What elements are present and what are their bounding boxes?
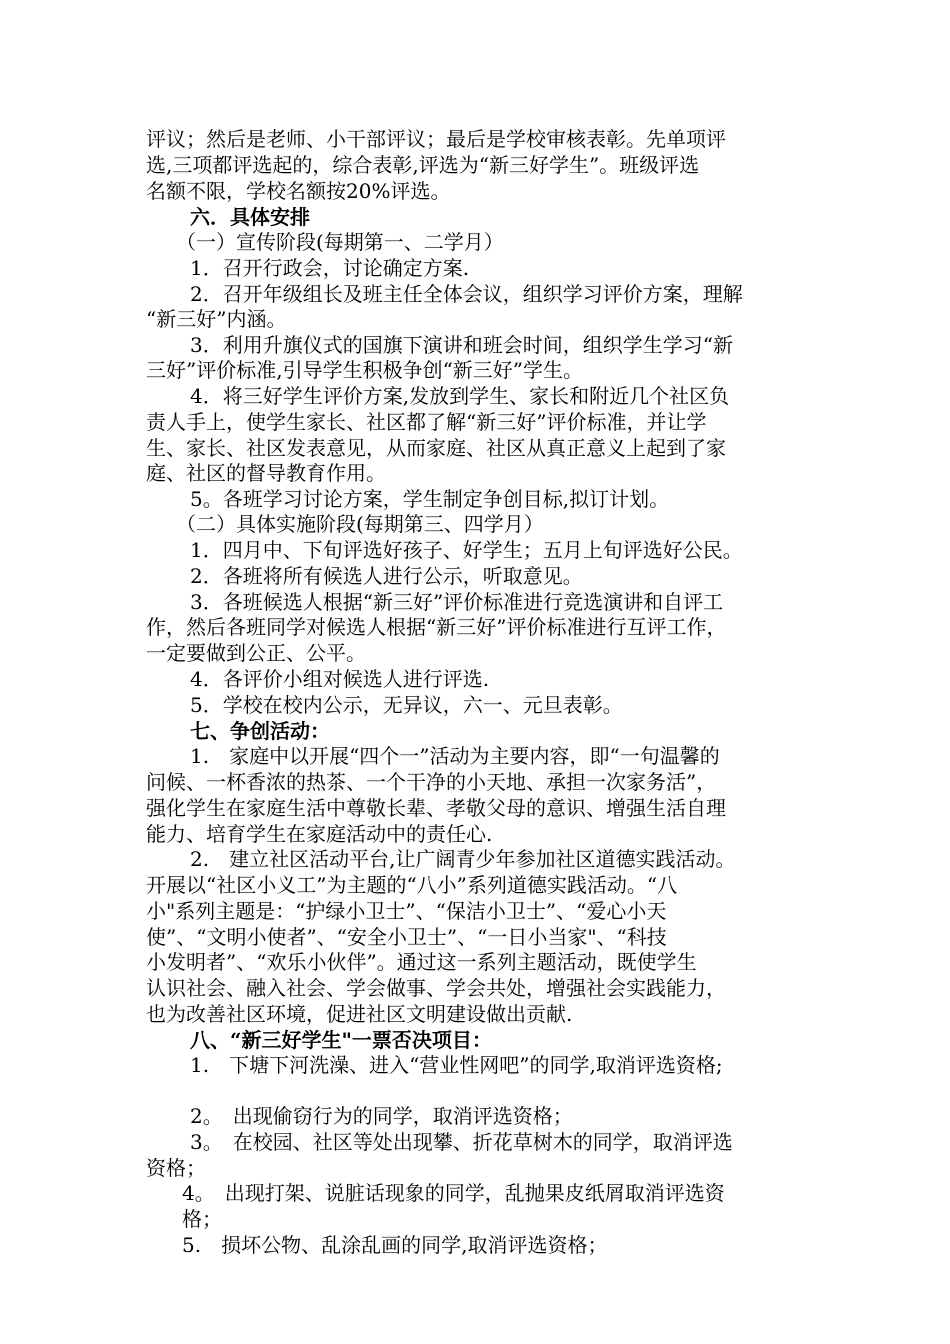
text-line-33: 小发明者”、“欢乐小伙伴”。通过这一系列主题活动，既使学生: [146, 950, 697, 974]
text-line-22: 4．各评价小组对候选人进行评选.: [190, 667, 490, 691]
text-line-11: 4．将三好学生评价方案,发放到学生、家长和附近几个社区负: [190, 384, 730, 408]
text-line-35: 也为改善社区环境，促进社区文明建设做出贡献.: [146, 1002, 573, 1026]
section-heading-6: 六．具体安排: [190, 205, 310, 229]
text-line-18: 2．各班将所有候选人进行公示，听取意见。: [190, 564, 583, 588]
text-line-3: 名额不限，学校名额按20%评选。: [146, 179, 451, 203]
text-line-25: 1. 家庭中以开展“四个一”活动为主要内容，即“一句温馨的: [190, 744, 720, 768]
text-line-43: 5. 损坏公物、乱涂乱画的同学,取消评选资格；: [182, 1233, 608, 1257]
text-line-39: 3。 在校园、社区等处出现攀、折花草树木的同学，取消评选: [190, 1130, 733, 1154]
text-line-30: 开展以“社区小义工”为主题的“八小”系列道德实践活动。“八: [146, 873, 678, 897]
text-line-31: 小"系列主题是：“护绿小卫士”、“保洁小卫士”、“爱心小天: [146, 899, 667, 923]
text-line-10: 三好”评价标准,引导学生积极争创“新三好”学生。: [146, 358, 584, 382]
text-line-29: 2. 建立社区活动平台,让广阔青少年参加社区道德实践活动。: [190, 847, 736, 871]
text-line-14: 庭、社区的督导教育作用。: [146, 461, 386, 485]
text-line-26: 问候、一杯香浓的热茶、一个干净的小天地、承担一次家务活”，: [146, 770, 717, 794]
text-line-23: 5．学校在校内公示，无异议，六一、元旦表彰。: [190, 693, 623, 717]
text-line-7: 2．召开年级组长及班主任全体会议，组织学习评价方案，理解: [190, 282, 743, 306]
text-line-28: 能力、培育学生在家庭活动中的责任心.: [146, 822, 493, 846]
text-line-9: 3．利用升旗仪式的国旗下演讲和班会时间，组织学生学习“新: [190, 333, 733, 357]
section-heading-7: 七、争创活动：: [190, 719, 330, 743]
text-line-34: 认识社会、融入社会、学会做事、学会共处，增强社会实践能力，: [146, 976, 726, 1000]
text-line-1: 评议；然后是老师、小干部评议；最后是学校审核表彰。先单项评: [146, 127, 726, 151]
text-line-12: 责人手上，使学生家长、社区都了解“新三好”评价标准，并让学: [146, 410, 707, 434]
text-line-8: “新三好”内涵。: [146, 307, 287, 331]
subsection-heading-1: （一）宣传阶段(每期第一、二学月）: [176, 230, 504, 254]
text-line-13: 生、家长、社区发表意见，从而家庭、社区从真正意义上起到了家: [146, 436, 726, 460]
section-heading-8: 八、“新三好学生"一票否决项目：: [190, 1028, 492, 1052]
text-line-42: 格；: [182, 1207, 222, 1231]
text-line-38: 2。 出现偷窃行为的同学，取消评选资格；: [190, 1104, 573, 1128]
text-line-40: 资格；: [146, 1156, 206, 1180]
text-line-21: 一定要做到公正、公平。: [146, 641, 366, 665]
text-line-32: 使”、“文明小使者”、“安全小卫士”、“一日小当家"、“科技: [146, 925, 667, 949]
text-line-6: 1．召开行政会，讨论确定方案.: [190, 256, 470, 280]
text-line-2: 选,三项都评选起的，综合表彰,评选为“新三好学生”。班级评选: [146, 153, 700, 177]
text-line-41: 4。 出现打架、说脏话现象的同学，乱抛果皮纸屑取消评选资: [182, 1181, 725, 1205]
text-line-20: 作，然后各班同学对候选人根据“新三好”评价标准进行互评工作，: [146, 615, 727, 639]
text-line-37: 1. 下塘下河洗澡、进入“营业性网吧”的同学,取消评选资格;: [190, 1053, 723, 1077]
text-line-27: 强化学生在家庭生活中尊敬长辈、孝敬父母的意识、增强生活自理: [146, 796, 726, 820]
subsection-heading-2: （二）具体实施阶段(每期第三、四学月）: [176, 512, 544, 536]
text-line-19: 3．各班候选人根据“新三好”评价标准进行竞选演讲和自评工: [190, 590, 724, 614]
text-line-17: 1．四月中、下旬评选好孩子、好学生；五月上旬评选好公民。: [190, 538, 743, 562]
text-line-15: 5。各班学习讨论方案，学生制定争创目标,拟订计划。: [190, 487, 670, 511]
